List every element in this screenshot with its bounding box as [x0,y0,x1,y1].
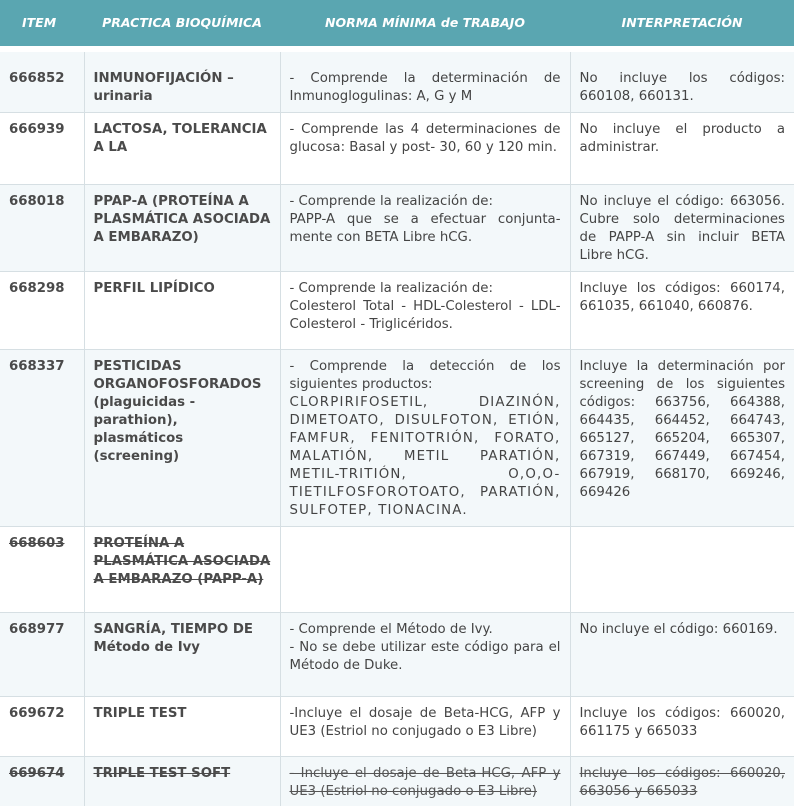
header-interpretacion: INTERPRETACIÓN [570,0,794,49]
table-row [0,185,794,272]
norma-line: PAPP-A que se a efectuar conjunta-mente con BETA Libre hCG. [289,212,561,245]
row-practice-name: PERFIL LIPÍDICO [84,272,280,350]
norma-line: - Comprende la realización de: [289,194,493,209]
table-row [0,49,794,113]
row-code: 666939 [0,113,84,185]
row-code: 668337 [0,350,84,527]
table-row [0,272,794,350]
row-interpretacion: Incluye la determinación por screening de los siguientes códigos: 663756, 664388, 664435, 664452, 664743, 665127, 665204, 665307, 667319, 667449, 667454, 667919, 668170, 669246, 669426 [570,350,794,527]
row-norma [280,113,570,185]
table-body [0,49,794,806]
row-interpretacion: No incluye el código: 663056. Cubre solo determinaciones de PAPP-A sin incluir BETA Libre hCG. [570,185,794,272]
row-practice-name: PPAP-A (PROTEÍNA A PLASMÁTICA ASOCIADA A EMBARAZO) [84,185,280,272]
norma-line: -Incluye el dosaje de Beta-HCG, AFP y UE3 (Estriol no conjugado o E3 Libre) [289,706,561,739]
table-header-row [0,0,794,49]
norma-line: - Comprende el Método de Ivy. [289,622,493,637]
row-practice-name: TRIPLE TEST SOFT [84,757,280,806]
table-row [0,113,794,185]
row-code: 668603 [0,527,84,613]
row-norma [280,613,570,697]
row-norma [280,757,570,806]
row-interpretacion: No incluye el código: 660169. [570,613,794,697]
row-norma [280,185,570,272]
row-practice-name: LACTOSA, TOLERANCIA A LA [84,113,280,185]
row-practice-name: TRIPLE TEST [84,697,280,757]
norma-line: - Comprende la detección de los siguientes productos: [289,359,561,392]
row-norma [280,49,570,113]
norma-line: CLORPIRIFOSETIL, DIAZINÓN, DIMETOATO, DISULFOTON, ETIÓN, FAMFUR, FENITOTRIÓN, FORATO, MALATIÓN, METIL PARATIÓN, METIL-TRITIÓN, O,O,O-TIETILFOSFOROTOATO, PARATIÓN, SULFOTEP, TIONACINA. [289,395,561,518]
row-norma [280,272,570,350]
norma-line: - No se debe utilizar este código para el Método de Duke. [289,640,561,673]
row-interpretacion: Incluye los códigos: 660020, 661175 y 665033 [570,697,794,757]
row-interpretacion: No incluye el producto a administrar. [570,113,794,185]
row-practice-name: SANGRÍA, TIEMPO DE Método de Ivy [84,613,280,697]
header-item: ITEM [0,0,84,49]
row-norma [280,697,570,757]
row-interpretacion: Incluye los códigos: 660174, 661035, 661040, 660876. [570,272,794,350]
header-practica: PRACTICA BIOQUÍMICA [84,0,280,49]
norma-line: - Comprende la realización de: [289,281,493,296]
row-interpretacion [570,527,794,613]
row-code: 668018 [0,185,84,272]
row-practice-name: INMUNOFIJACIÓN – urinaria [84,49,280,113]
table-row [0,350,794,527]
row-norma [280,527,570,613]
row-norma [280,350,570,527]
row-interpretacion: No incluye los códigos: 660108, 660131. [570,49,794,113]
norma-line: Colesterol Total - HDL-Colesterol - LDL-Colesterol - Triglicéridos. [289,299,561,332]
table-row [0,757,794,806]
table-row [0,613,794,697]
row-practice-name: PROTEÍNA A PLASMÁTICA ASOCIADA A EMBARAZO (PAPP-A) [84,527,280,613]
norma-line: - Incluye el dosaje de Beta-HCG, AFP y UE3 (Estriol no conjugado o E3 Libre) [289,766,561,799]
row-code: 668977 [0,613,84,697]
row-code: 666852 [0,49,84,113]
row-interpretacion: Incluye los códigos: 660020, 663056 y 665033 [570,757,794,806]
norma-line: - Comprende las 4 determinaciones de glucosa: Basal y post- 30, 60 y 120 min. [289,122,561,155]
row-code: 669672 [0,697,84,757]
table-row [0,527,794,613]
table-row [0,697,794,757]
header-norma: NORMA MÍNIMA de TRABAJO [280,0,570,49]
row-code: 669674 [0,757,84,806]
row-code: 668298 [0,272,84,350]
norma-line: - Comprende la determinación de Inmunoglogulinas: A, G y M [289,71,561,104]
row-practice-name: PESTICIDAS ORGANOFOSFORADOS (plaguicidas - parathion), plasmáticos (screening) [84,350,280,527]
